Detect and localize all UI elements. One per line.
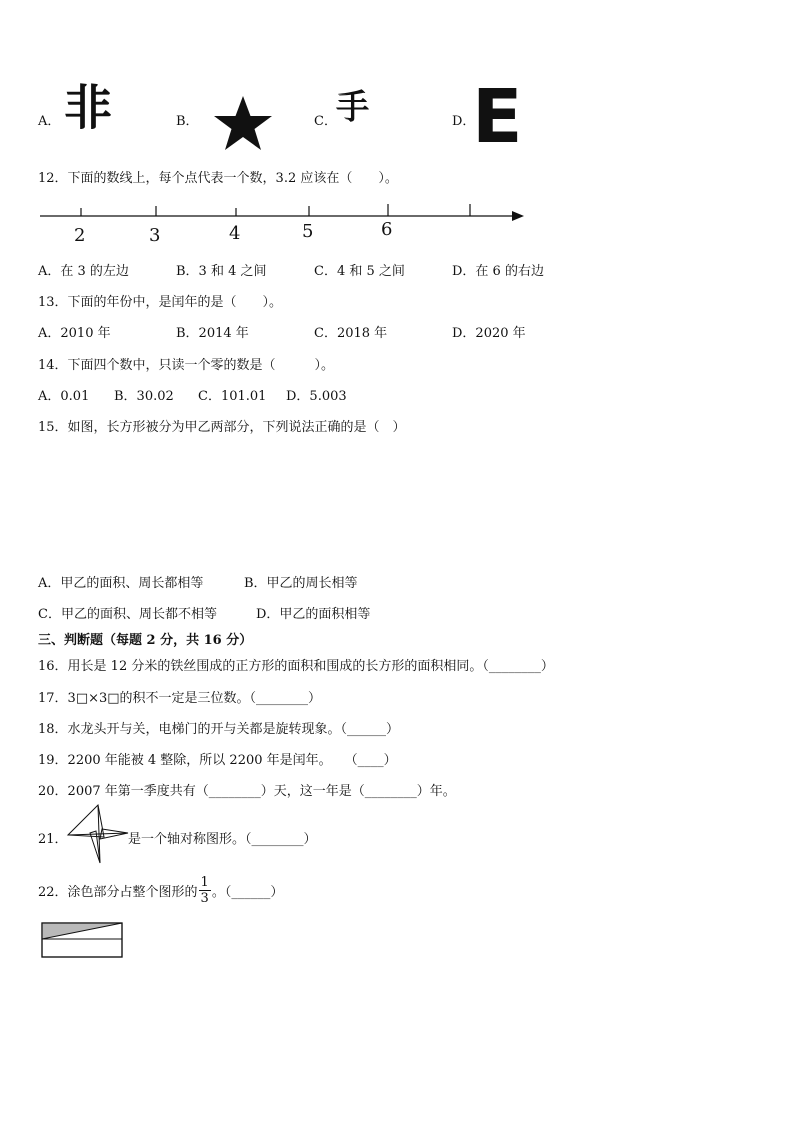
q13-option-c[interactable]: C．2018 年 [314, 326, 388, 341]
q18-text: 18．水龙头开与关，电梯门的开与关都是旋转现象。（______） [38, 722, 400, 737]
q13-option-a[interactable]: A．2010 年 [38, 326, 111, 341]
tick-label-4: 4 [229, 223, 241, 244]
q12-option-b[interactable]: B．3 和 4 之间 [176, 264, 267, 279]
option-b-letter: B． [176, 114, 199, 129]
q14-text: 14．下面四个数中，只读一个零的数是（ ）。 [38, 358, 335, 373]
q15-text: 15．如图，长方形被分为甲乙两部分，下列说法正确的是（ ） [38, 420, 406, 435]
q19-text: 19．2200 年能被 4 整除，所以 2200 年是闰年。 （____） [38, 753, 397, 768]
pinwheel-figure [66, 803, 130, 865]
option-d-letter: D． [452, 114, 476, 129]
q22-prefix: 22．涂色部分占整个图形的 [38, 884, 198, 900]
tick-label-6: 6 [381, 219, 393, 240]
q21-text: 是一个轴对称图形。（________） [128, 832, 317, 847]
q16-text: 16．用长是 12 分米的铁丝围成的正方形的面积和围成的长方形的面积相同。（________） [38, 659, 554, 674]
q14-options [38, 385, 758, 405]
q12-option-a[interactable]: A．在 3 的左边 [38, 264, 129, 279]
option-d-symbol: E [472, 74, 523, 160]
star-icon [212, 94, 274, 154]
q11-options [0, 74, 794, 160]
q13-option-b[interactable]: B．2014 年 [176, 326, 249, 341]
q21-number: 21． [38, 832, 68, 847]
fraction-one-third [199, 876, 211, 905]
shaded-rectangle-figure [41, 922, 123, 958]
number-line [36, 200, 536, 250]
option-c-letter: C． [314, 114, 337, 129]
q15-options-row1 [38, 572, 758, 592]
q15-option-b[interactable]: B．甲乙的周长相等 [244, 576, 358, 591]
q20-text: 20．2007 年第一季度共有（________）天，这一年是（________）年。 [38, 784, 456, 799]
q12-options [38, 260, 758, 280]
q14-option-a[interactable]: A．0.01 [38, 389, 90, 404]
q12-text: 12．下面的数线上，每个点代表一个数，3.2 应该在（ ）。 [38, 171, 398, 186]
option-a-symbol: 非 [64, 80, 113, 136]
tick-label-3: 3 [149, 225, 161, 246]
option-c-symbol: 手 [335, 87, 369, 127]
q14-option-c[interactable]: C．101.01 [198, 389, 267, 404]
fraction-numerator: 1 [200, 874, 209, 890]
fraction-denominator: 3 [200, 890, 209, 906]
q13-text: 13．下面的年份中，是闰年的是（ ）。 [38, 295, 283, 310]
q13-option-d[interactable]: D．2020 年 [452, 326, 526, 341]
q12-option-c[interactable]: C．4 和 5 之间 [314, 264, 405, 279]
q15-options-row2 [38, 603, 758, 623]
q22-suffix: 。（______） [211, 884, 284, 900]
q15-option-c[interactable]: C．甲乙的面积、周长都不相等 [38, 607, 217, 622]
q12-option-d[interactable]: D．在 6 的右边 [452, 264, 544, 279]
q17-text: 17．3□×3□的积不一定是三位数。（________） [38, 691, 322, 706]
q13-options [38, 322, 758, 342]
tick-label-2: 2 [74, 225, 86, 246]
option-a-letter: A． [38, 114, 61, 129]
q15-option-d[interactable]: D．甲乙的面积相等 [256, 607, 371, 622]
q22-text [38, 870, 283, 910]
section-heading: 三、判断题（每题 2 分，共 16 分） [38, 633, 253, 648]
q14-option-b[interactable]: B．30.02 [114, 389, 174, 404]
tick-label-5: 5 [302, 221, 314, 242]
q14-option-d[interactable]: D．5.003 [286, 389, 347, 404]
q15-option-a[interactable]: A．甲乙的面积、周长都相等 [38, 576, 204, 591]
